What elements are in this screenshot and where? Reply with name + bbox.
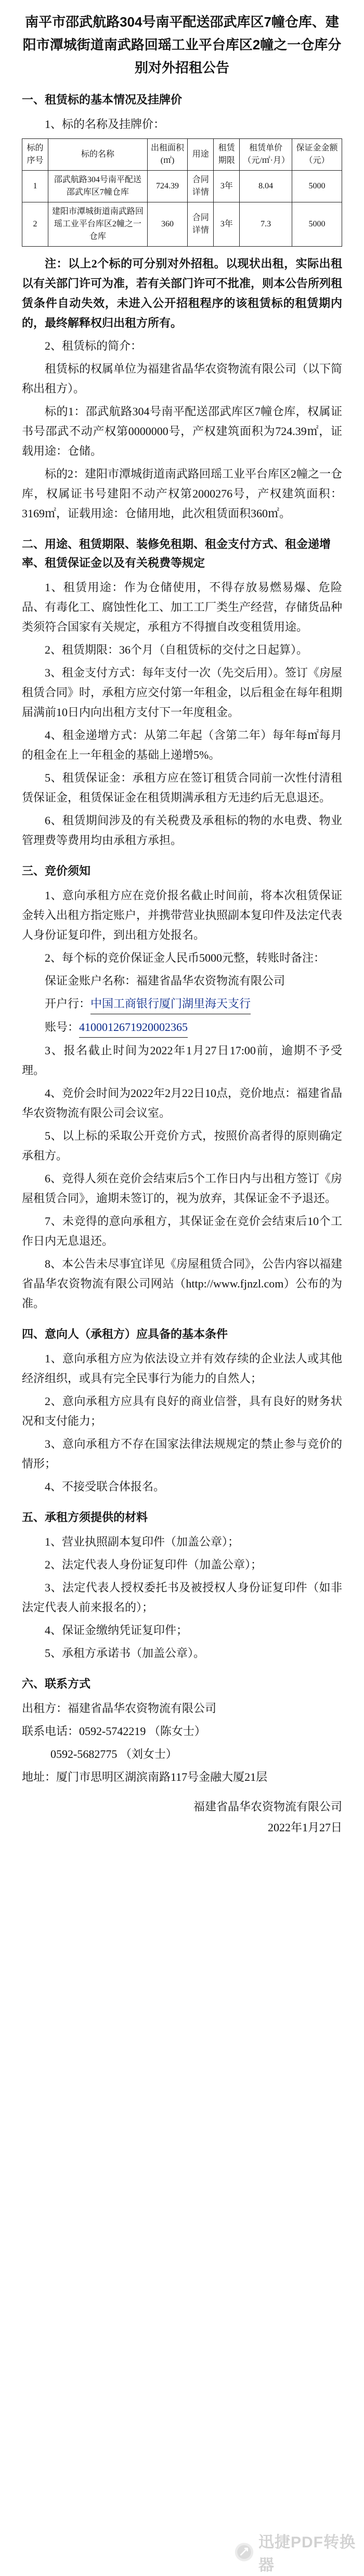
section-5-item: 3、法定代表人授权委托书及被授权人身份证复印件（如非法定代表人前来报名的）； <box>22 1581 342 1614</box>
table-cell: 724.39 <box>147 171 187 202</box>
table-note: 注：以上2个标的可分别对外招租。以现状出租，实际出租以有关部门许可为准，若有关部门许可不批准，则本公告所列租赁条件自动失效，未进入公开招租程序的该租赁标的租赁期内的，最终解释权归出租方所有。 <box>22 257 343 329</box>
payment-account-line <box>22 1017 342 1038</box>
section-5-item: 4、保证金缴纳凭证复印件； <box>45 1624 188 1637</box>
contact-line: 0592-5682775 （刘女士） <box>22 1748 177 1761</box>
col-header: 用途 <box>188 139 214 171</box>
section-2-item: 4、租金递增方式：从第二年起（含第二年）每年每㎡每月的租金在上一年租金的基础上递增5%。 <box>22 729 342 761</box>
section-3-item: 5、以上标的采取公开竞价方式，按照价高者得的原则确定承租方。 <box>22 1129 342 1162</box>
section-5-item: 5、承租方承诺书（加盖公章）。 <box>45 1647 205 1660</box>
table-cell: 建阳市潭城街道南武路回瑶工业平台库区2幢之一仓库 <box>48 202 147 247</box>
col-header: 租赁期限 <box>214 139 240 171</box>
col-header: 标的名称 <box>48 139 147 171</box>
section-4-item: 2、意向承租方应具有良好的商业信誉，具有良好的财务状况和支付能力； <box>22 1395 342 1427</box>
section-4-heading: 四、意向人（承租方）应具备的基本条件 <box>22 1328 228 1341</box>
intro-paragraph: 租赁标的权属单位为福建省晶华农资物流有限公司（以下简称出租方）。 <box>22 362 343 395</box>
section-3-item: 1、意向承租方应在竞价报名截止时间前，将本次租赁保证金转入出租方指定账户，并携带营业执照副本复印件及法定代表人身份证复印件，到出租方处报名。 <box>22 889 343 941</box>
section-2-heading: 二、用途、租赁期限、装修免租期、租金支付方式、租金递增率、租赁保证金以及有关税费等规定 <box>22 538 331 569</box>
table-row <box>22 171 342 202</box>
col-header: 保证金金额（元） <box>292 139 342 171</box>
section-5-item: 1、营业执照副本复印件（加盖公章）； <box>45 1535 240 1548</box>
section-3-heading: 三、竞价须知 <box>22 864 91 877</box>
section-2-item: 1、租赁用途：作为仓储使用，不得存放易燃易爆、危险品、有毒化工、腐蚀性化工、加工工厂类生产经营，存储货品种类须符合国家有关规定，承租方不得擅自改变租赁用途。 <box>22 581 343 633</box>
section-3-item: 2、每个标的竞价保证金人民币5000元整，转账时备注： <box>45 951 326 964</box>
section-4-item: 1、意向承租方应为依法设立并有效存续的企业法人或其他经济组织，或具有完全民事行为能力的自然人； <box>22 1352 342 1385</box>
section-3-item: 4、竞价会时间为2022年2月22日10点，竞价地点：福建省晶华农资物流有限公司会议室。 <box>22 1087 343 1119</box>
col-header: 标的序号 <box>22 139 48 171</box>
section-6-heading: 六、联系方式 <box>22 1677 91 1690</box>
table-cell: 2 <box>22 202 48 247</box>
table-cell: 360 <box>147 202 187 247</box>
col-header: 租赁单价（元/㎡·月） <box>240 139 292 171</box>
table-cell: 邵武航路304号南平配送邵武库区7幢仓库 <box>48 171 147 202</box>
contact-line: 地址：厦门市思明区湖滨南路117号金融大厦21层 <box>22 1770 268 1783</box>
section-2-item: 6、租赁期间涉及的有关税费及承租标的物的水电费、物业管理费等费用均由承租方承担。 <box>22 814 342 847</box>
payment-bank-line <box>22 994 342 1014</box>
section-2-item: 2、租赁期限：36个月（自租赁标的交付之日起算）。 <box>45 643 308 656</box>
table-cell: 合同详情 <box>188 202 214 247</box>
table-cell: 3年 <box>214 171 240 202</box>
pdf-converter-logo-icon <box>234 2541 254 2564</box>
table-cell: 合同详情 <box>188 171 214 202</box>
section-3-item: 8、本公告未尽事宜详见《房屋租赁合同》，公告内容以福建省晶华农资物流有限公司网站（http://www.fjnzl.com）公布的为准。 <box>22 1257 343 1310</box>
payment-account-number: 4100012671920002365 <box>79 1017 188 1038</box>
intro-paragraph: 标的1：邵武航路304号南平配送邵武库区7幢仓库，权属证书号邵武不动产权第0000000号，产权建筑面积为724.39㎡，证载用途：仓储。 <box>22 405 342 457</box>
signature-date: 2022年1月27日 <box>267 1821 342 1834</box>
table-cell: 1 <box>22 171 48 202</box>
section-2-item: 5、租赁保证金：承租方应在签订租赁合同前一次性付清租赁保证金，租赁保证金在租赁期满承租方无违约后无息退还。 <box>22 771 342 804</box>
table-cell: 7.3 <box>240 202 292 247</box>
table-cell: 5000 <box>292 171 342 202</box>
section-1-sub: 1、标的名称及挂牌价： <box>45 118 165 131</box>
payment-bank-value: 中国工商银行厦门湖里海天支行 <box>90 994 251 1014</box>
section-4-item: 3、意向承租方不存在国家法律法规规定的禁止参与竞价的情形； <box>22 1437 342 1470</box>
table-cell: 5000 <box>292 202 342 247</box>
section-1-heading: 一、租赁标的基本情况及挂牌价 <box>22 93 183 106</box>
section-5-item: 2、法定代表人身份证复印件（加盖公章）； <box>45 1558 263 1571</box>
contact-line: 联系电话：0592-5742219 （陈女士） <box>22 1725 206 1738</box>
payment-bank-label: 开户行： <box>45 997 91 1010</box>
section-5-heading: 五、承租方须提供的材料 <box>22 1511 148 1524</box>
table-header-row <box>22 139 342 171</box>
rental-table <box>22 138 342 247</box>
page-title: 南平市邵武航路304号南平配送邵武库区7幢仓库、建阳市潭城街道南武路回瑶工业平台库区2幢之一仓库分别对外招租公告 <box>22 14 342 75</box>
contact-line: 出租方：福建省晶华农资物流有限公司 <box>22 1702 217 1715</box>
payment-account-name: 保证金账户名称：福建省晶华农资物流有限公司 <box>45 974 285 987</box>
table-cell: 8.04 <box>240 171 292 202</box>
watermark <box>234 2534 359 2574</box>
intro-paragraph: 标的2：建阳市潭城街道南武路回瑶工业平台库区2幢之一仓库，权属证书号建阳不动产权第2000276号，产权建筑面积：3169㎡，证载用途：仓储用地，此次租赁面积360㎡。 <box>22 467 343 520</box>
table-cell: 3年 <box>214 202 240 247</box>
section-4-item: 4、不接受联合体报名。 <box>45 1480 165 1493</box>
section-3-item: 6、竞得人须在竞价会结束后5个工作日内与出租方签订《房屋租赁合同》，逾期未签订的，视为放弃，其保证金不予退还。 <box>22 1172 343 1205</box>
signature-company: 福建省晶华农资物流有限公司 <box>193 1800 342 1813</box>
section-1-sub2: 2、租赁标的简介： <box>45 339 142 352</box>
col-header: 出租面积(㎡) <box>147 139 187 171</box>
section-3-item: 7、未竞得的意向承租方，其保证金在竞价会结束后10个工作日内无息退还。 <box>22 1215 342 1247</box>
table-row <box>22 202 342 247</box>
section-2-item: 3、租金支付方式：每年支付一次（先交后用）。签订《房屋租赁合同》时，承租方应交付第一年租金，以后租金在每年租期届满前10日内向出租方支付下一年度租金。 <box>22 666 343 719</box>
section-3-item: 3、报名截止时间为2022年1月27日17:00前，逾期不予受理。 <box>22 1044 342 1077</box>
watermark-text: 迅捷PDF转换器 <box>258 2534 356 2574</box>
payment-account-label: 账号： <box>45 1021 80 1034</box>
